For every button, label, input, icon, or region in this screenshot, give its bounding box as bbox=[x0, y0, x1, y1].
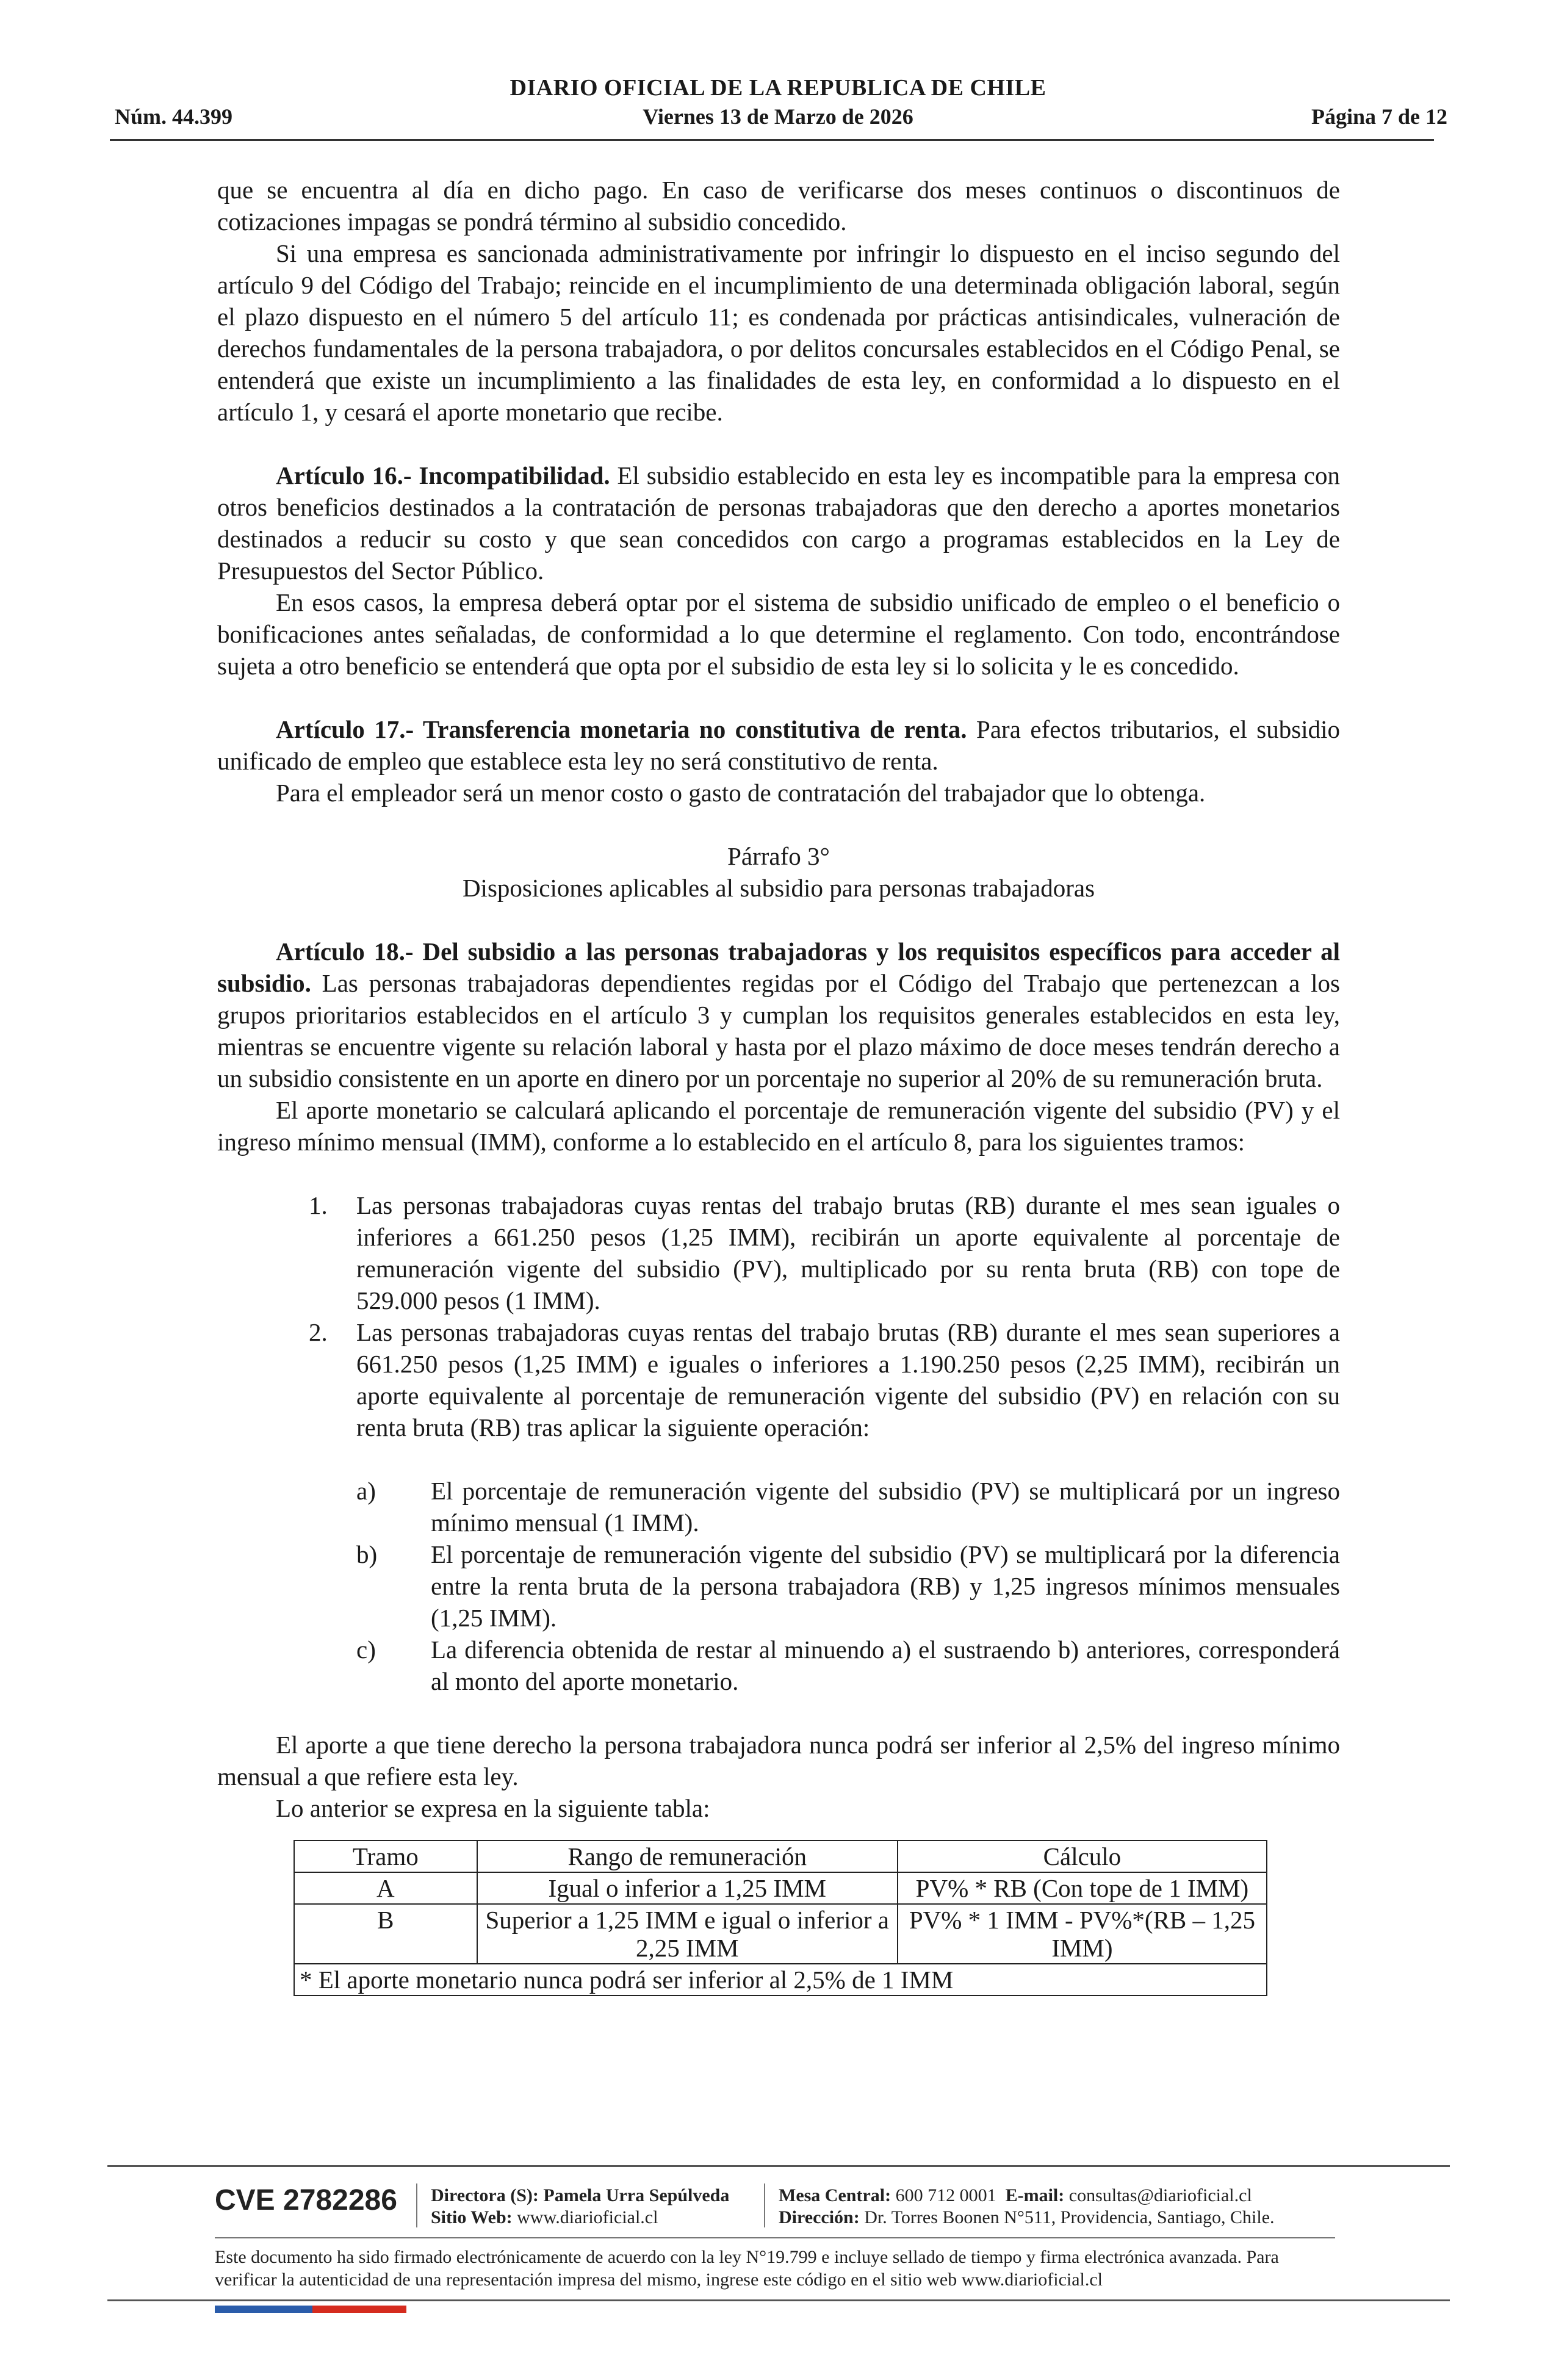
footer-divider bbox=[107, 2299, 1450, 2301]
email-link[interactable]: consultas@diarioficial.cl bbox=[1068, 2185, 1252, 2205]
phone-value: 600 712 0001 bbox=[895, 2185, 996, 2205]
article-text: Para efectos tributarios, el subsidio unificado de empleo que establece esta ley no será constitutivo de renta. bbox=[217, 715, 1340, 775]
table-cell: B bbox=[294, 1904, 477, 1964]
table-header: Rango de remuneración bbox=[477, 1841, 898, 1872]
flag-stripe-red bbox=[312, 2306, 406, 2313]
list-marker: 2. bbox=[309, 1318, 328, 1346]
article-16 bbox=[217, 460, 1340, 586]
table-header-row bbox=[294, 1841, 1267, 1872]
section-title: Disposiciones aplicables al subsidio para personas trabajadoras bbox=[462, 874, 1095, 902]
web-link[interactable]: www.diarioficial.cl bbox=[517, 2207, 658, 2227]
list-item bbox=[217, 1475, 1340, 1538]
table-cell: PV% * RB (Con tope de 1 IMM) bbox=[898, 1872, 1267, 1904]
issue-number: Núm. 44.399 bbox=[115, 104, 233, 129]
list-marker: c) bbox=[356, 1635, 376, 1664]
publication-title: DIARIO OFICIAL DE LA REPUBLICA DE CHILE bbox=[510, 75, 1046, 101]
address-label: Dirección: bbox=[779, 2207, 860, 2227]
table-cell: A bbox=[294, 1872, 477, 1904]
section-label: Párrafo 3° bbox=[727, 842, 830, 870]
header-divider bbox=[110, 139, 1434, 141]
email-label: E-mail: bbox=[1005, 2185, 1065, 2205]
table-cell: Superior a 1,25 IMM e igual o inferior a 2,25 IMM bbox=[477, 1904, 898, 1964]
web-label: Sitio Web: bbox=[431, 2207, 513, 2227]
list-item bbox=[217, 1538, 1340, 1634]
paragraph: Si una empresa es sancionada administrativamente por infringir lo dispuesto en el inciso segundo del artículo 9 del Código del Trabajo; reincide en el incumplimiento de una determinada obligación laboral, según el plazo dispuesto en el número 5 del artículo 11; es condenada por prácticas antisindicales, vulneración de derechos fundamentales de la persona trabajadora, o por delitos concursales establecidos en el Código Penal, se entenderá que existe un incumplimiento a las finalidades de esta ley, en conformidad a lo dispuesto en el artículo 1, y cesará el aporte monetario que recibe. bbox=[217, 239, 1340, 426]
document-body bbox=[217, 174, 1340, 1996]
flag-stripe-blue bbox=[215, 2306, 312, 2313]
list-text: El porcentaje de remuneración vigente del subsidio (PV) se multiplicará por un ingreso mínimo mensual (1 IMM). bbox=[431, 1477, 1340, 1537]
paragraph: Lo anterior se expresa en la siguiente tabla: bbox=[276, 1794, 710, 1822]
paragraph: El aporte monetario se calculará aplicando el porcentaje de remuneración vigente del subsidio (PV) y el ingreso mínimo mensual (IMM), conforme a lo establecido en el artículo 8, para los siguientes tramos: bbox=[217, 1096, 1340, 1156]
footer-contact-block bbox=[779, 2185, 1275, 2229]
list-item bbox=[217, 1634, 1340, 1697]
list-item bbox=[217, 1189, 1340, 1316]
director-label: Directora (S): bbox=[431, 2185, 539, 2205]
table-row bbox=[294, 1904, 1267, 1964]
list-text: La diferencia obtenida de restar al minuendo a) el sustraendo b) anteriores, corresponderá al monto del aporte monetario. bbox=[431, 1635, 1340, 1695]
legal-notice: Este documento ha sido firmado electrónicamente de acuerdo con la ley N°19.799 e incluye sellado de tiempo y firma electrónica avanzada. Para verificar la autenticidad de una representación impresa del mismo, ingrese este código en el sitio web www.diarioficial.cl bbox=[215, 2247, 1279, 2290]
list-text: Las personas trabajadoras cuyas rentas del trabajo brutas (RB) durante el mes sean iguales o inferiores a 661.250 pesos (1,25 IMM), recibirán un aporte equivalente al porcentaje de remuneración vigente del subsidio (PV), multiplicado por su renta bruta (RB) con tope de 529.000 pesos (1 IMM). bbox=[356, 1191, 1340, 1314]
article-title: Artículo 17.- Transferencia monetaria no constitutiva de renta. bbox=[276, 715, 967, 743]
article-18 bbox=[217, 936, 1340, 1094]
list-marker: b) bbox=[356, 1540, 378, 1568]
list-marker: 1. bbox=[309, 1191, 328, 1219]
footer-divider bbox=[107, 2165, 1450, 2167]
list-text: Las personas trabajadoras cuyas rentas del trabajo brutas (RB) durante el mes sean superiores a 661.250 pesos (1,25 IMM) e iguales o inferiores a 1.190.250 pesos (2,25 IMM), recibirán un aporte equivalente al porcentaje de remuneración vigente del subsidio (PV) en relación con su renta bruta (RB) tras aplicar la siguiente operación: bbox=[356, 1318, 1340, 1441]
list-text: El porcentaje de remuneración vigente del subsidio (PV) se multiplicará por la diferencia entre la renta bruta de la persona trabajadora (RB) y 1,25 ingresos mínimos mensuales (1,25 IMM). bbox=[431, 1540, 1340, 1632]
director-name: Pamela Urra Sepúlveda bbox=[543, 2185, 730, 2205]
article-text: Las personas trabajadoras dependientes regidas por el Código del Trabajo que pertenezcan a los grupos prioritarios establecidos en el artículo 3 y cumplan los requisitos generales establecidos en esta ley, mientras se encuentre vigente su relación laboral y hasta por el plazo máximo de doce meses tendrán derecho a un subsidio consistente en un aporte en dinero por un porcentaje no superior al 20% de su remuneración bruta. bbox=[217, 969, 1340, 1092]
table-header: Tramo bbox=[294, 1841, 477, 1872]
table-cell: Igual o inferior a 1,25 IMM bbox=[477, 1872, 898, 1904]
article-title: Artículo 16.- Incompatibilidad. bbox=[276, 461, 610, 489]
phone-label: Mesa Central: bbox=[779, 2185, 891, 2205]
address-value: Dr. Torres Boonen N°511, Providencia, Santiago, Chile. bbox=[864, 2207, 1275, 2227]
article-17 bbox=[217, 713, 1340, 777]
article-text: El subsidio establecido en esta ley es incompatible para la empresa con otros beneficios destinados a la contratación de personas trabajadoras que den derecho a aportes monetarios destinados a reducir su costo y que sean concedidos con cargo a programas establecidos en la Ley de Presupuestos del Sector Público. bbox=[217, 461, 1340, 585]
tramos-list bbox=[217, 1189, 1340, 1443]
article-title: Artículo 18.- Del subsidio a las personas trabajadoras y los requisitos específicos para acceder al subsidio. bbox=[217, 937, 1340, 997]
page-number: Página 7 de 12 bbox=[1311, 104, 1447, 129]
table-cell: PV% * 1 IMM - PV%*(RB – 1,25 IMM) bbox=[898, 1904, 1267, 1964]
table-note-row bbox=[294, 1964, 1267, 1996]
cve-code: CVE 2782286 bbox=[215, 2184, 397, 2216]
remuneration-table bbox=[294, 1840, 1267, 1996]
table-header: Cálculo bbox=[898, 1841, 1267, 1872]
issue-date: Viernes 13 de Marzo de 2026 bbox=[643, 104, 913, 129]
footer-separator bbox=[416, 2183, 417, 2227]
paragraph: que se encuentra al día en dicho pago. En caso de verificarse dos meses continuos o discontinuos de cotizaciones impagas se pondrá término al subsidio concedido. bbox=[217, 176, 1340, 236]
paragraph: El aporte a que tiene derecho la persona trabajadora nunca podrá ser inferior al 2,5% del ingreso mínimo mensual a que refiere esta ley. bbox=[217, 1731, 1340, 1790]
list-item bbox=[217, 1316, 1340, 1443]
table-row bbox=[294, 1872, 1267, 1904]
footer-director-block bbox=[431, 2185, 729, 2229]
table-note: * El aporte monetario nunca podrá ser inferior al 2,5% de 1 IMM bbox=[294, 1964, 1267, 1996]
operation-list bbox=[217, 1475, 1340, 1697]
paragraph: Para el empleador será un menor costo o gasto de contratación del trabajador que lo obtenga. bbox=[276, 779, 1206, 807]
footer-divider bbox=[215, 2237, 1335, 2238]
list-marker: a) bbox=[356, 1477, 376, 1505]
footer-separator bbox=[764, 2183, 765, 2227]
paragraph: En esos casos, la empresa deberá optar por el sistema de subsidio unificado de empleo o el beneficio o bonificaciones antes señaladas, de conformidad a lo que determine el reglamento. Con todo, encontrándose sujeta a otro beneficio se entenderá que opta por el subsidio de esta ley si lo solicita y le es concedido. bbox=[217, 588, 1340, 680]
